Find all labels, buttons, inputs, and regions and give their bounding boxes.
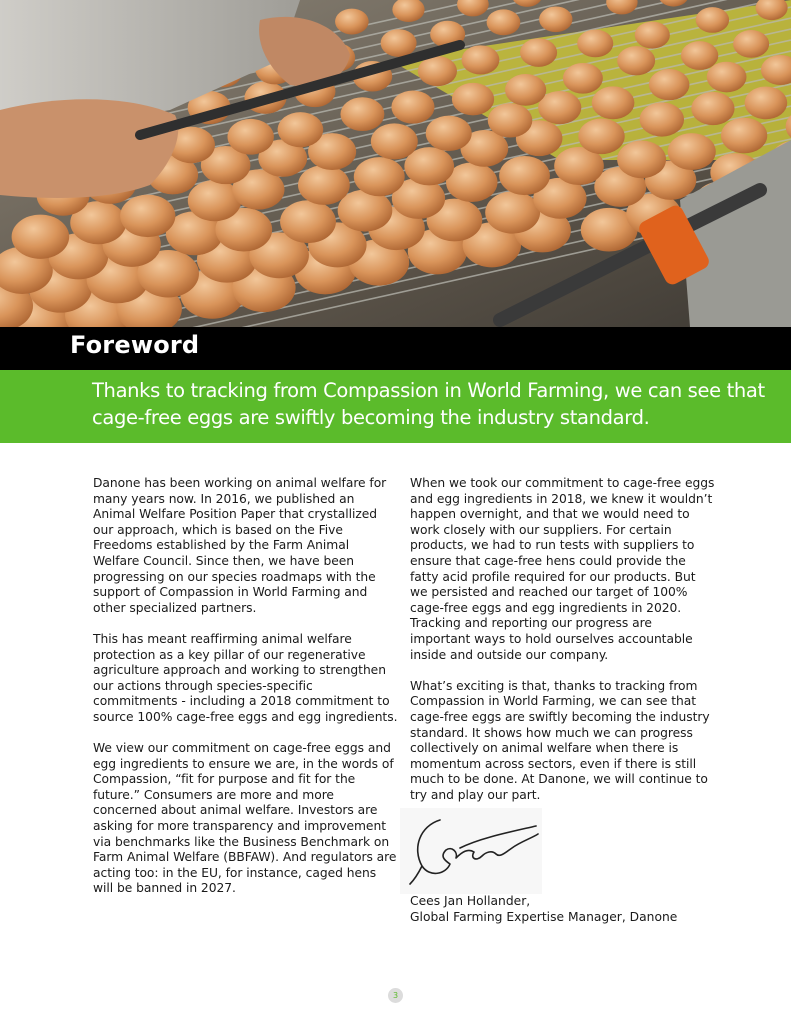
title-bar	[0, 327, 791, 370]
egg	[635, 22, 670, 49]
egg	[563, 63, 603, 94]
egg	[487, 9, 521, 35]
egg	[578, 118, 624, 154]
egg	[649, 69, 690, 100]
egg	[280, 200, 336, 243]
egg	[462, 45, 500, 74]
egg	[640, 102, 684, 136]
egg	[745, 86, 788, 119]
egg	[668, 133, 716, 170]
page-number: 3	[388, 988, 403, 1003]
egg	[354, 157, 405, 196]
egg	[227, 119, 273, 155]
egg	[539, 6, 572, 32]
page-title: Foreword	[70, 331, 200, 359]
egg	[452, 83, 494, 115]
egg	[391, 90, 434, 123]
egg	[335, 9, 369, 35]
lede-band	[0, 370, 791, 443]
egg	[592, 86, 635, 119]
egg	[12, 215, 70, 259]
egg	[340, 97, 384, 131]
egg	[696, 7, 729, 33]
egg	[371, 123, 418, 159]
egg	[488, 103, 533, 137]
egg	[577, 30, 613, 58]
egg	[505, 74, 546, 106]
egg	[485, 191, 540, 233]
handwritten-signature	[400, 808, 542, 894]
egg	[617, 141, 666, 179]
signoff-role: Global Farming Expertise Manager, Danone	[410, 909, 678, 924]
paragraph: Danone has been working on animal welfare for many years now. In 2016, we published an Animal Welfare Position Paper that crystallized our approach, which is based on the Five Freedoms established by the Farm Animal Welfare Council. Since then, we have been progressing on our species roadmaps with the support of Compassion in World Farming and other specialized partners.	[93, 476, 387, 615]
paragraph: When we took our commitment to cage-free eggs and egg ingredients in 2018, we knew it wouldn’t happen overnight, and that we would need to work closely with our suppliers. For certain products, we had to run tests with suppliers to ensure that cage-free hens could provide the fatty acid profile required for our products. But we persisted and reached our target of 100% cage-free eggs and egg ingredients in 2020. Tracking and reporting our progress are important ways to hold ourselves accountable inside and outside our company.	[410, 476, 715, 662]
worker-hand-left	[0, 99, 178, 198]
body-column-left	[93, 476, 398, 913]
egg	[418, 56, 457, 86]
lede-text: Thanks to tracking from Compassion in World Farming, we can see that cage-free eggs are swiftly becoming the industry standard.	[92, 379, 765, 429]
hero-photo-eggs-conveyor	[0, 0, 791, 327]
egg	[617, 46, 655, 75]
egg	[381, 29, 417, 57]
eggs-illustration	[0, 0, 791, 327]
egg	[278, 112, 324, 147]
egg	[681, 41, 718, 70]
egg	[691, 92, 734, 125]
egg	[298, 165, 350, 205]
egg	[707, 62, 747, 93]
egg	[426, 116, 472, 151]
signoff	[410, 894, 730, 925]
body-column-right	[410, 476, 715, 819]
signoff-name: Cees Jan Hollander,	[410, 894, 531, 908]
egg	[733, 30, 769, 58]
paragraph: This has meant reaffirming animal welfare protection as a key pillar of our regenerative agriculture approach and working to strengthen our actions through species-specific commitments - including a 2018 commitment to source 100% cage-free eggs and egg ingredients.	[93, 631, 398, 724]
egg	[520, 38, 557, 67]
egg	[120, 195, 175, 237]
egg	[499, 156, 550, 195]
paragraph: We view our commitment on cage-free eggs and egg ingredients to ensure we are, in the words of Compassion, “fit for purpose and fit for the future.” Consumers are more and more concerned about animal welfare. Investors are asking for more transparency and improvement via benchmarks like the Business Benchmark on Farm Animal Welfare (BBFAW). And regulators are acting too: in the EU, for instance, caged hens will be banned in 2027.	[93, 741, 397, 896]
egg	[721, 118, 767, 154]
paragraph: What’s exciting is that, thanks to tracking from Compassion in World Farming, we can see that cage-free eggs are swiftly becoming the industry standard. It shows how much we can progress collectively on animal welfare when there is momentum across sectors, even if there is still much to be done. At Danone, we will continue to try and play our part.	[410, 678, 710, 802]
